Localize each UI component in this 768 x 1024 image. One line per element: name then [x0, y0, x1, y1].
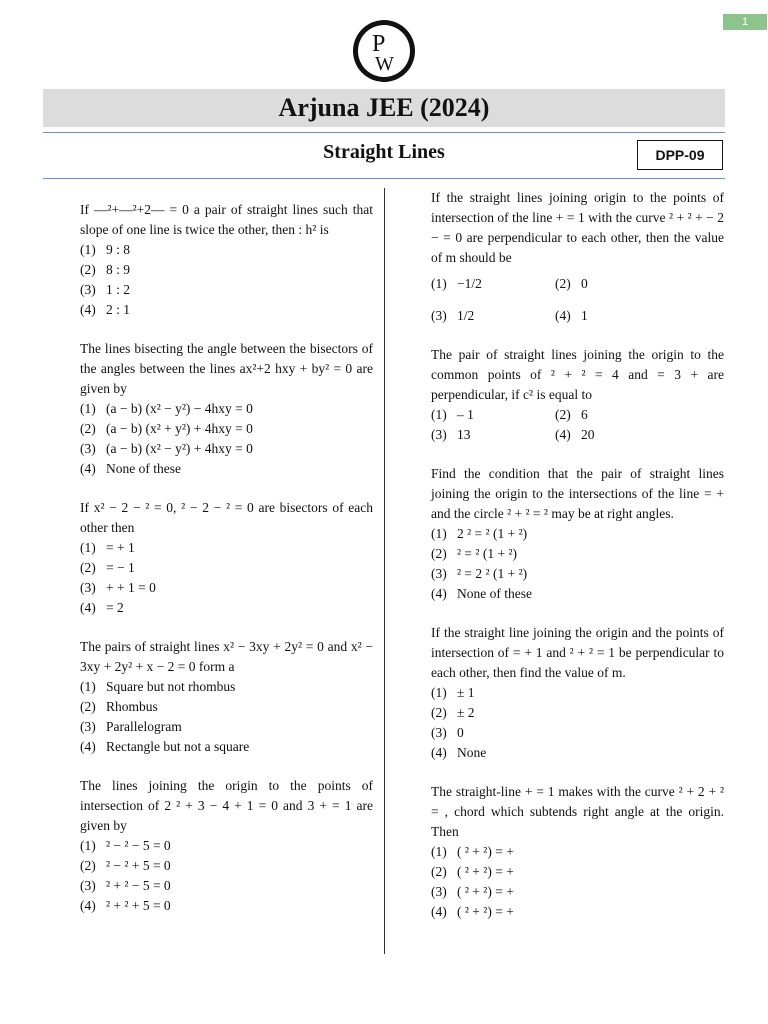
option-number: (3) [80, 282, 96, 297]
option-number: (4) [80, 739, 96, 754]
option: (2) = − 1 [80, 558, 373, 578]
option-number: (2) [555, 276, 571, 291]
option: (2) (a − b) (x² + y²) + 4hxy = 0 [80, 419, 373, 439]
option-number: (2) [80, 262, 96, 277]
option: (3) + + 1 = 0 [80, 578, 373, 598]
option-number: (2) [80, 421, 96, 436]
option-number: (1) [431, 844, 447, 859]
document-title: Arjuna JEE (2024) [278, 93, 490, 122]
question-block [80, 498, 373, 618]
option: (1) Square but not rhombus [80, 677, 373, 697]
option-number: (4) [80, 898, 96, 913]
logo-letter-p: P [372, 31, 386, 57]
option: (1) = + 1 [80, 538, 373, 558]
option-number: (3) [431, 566, 447, 581]
option: (2) ( ² + ²) = + [431, 862, 724, 882]
option: (1) ± 1 [431, 683, 724, 703]
option-number: (1) [80, 401, 96, 416]
option-number: (4) [431, 745, 447, 760]
question-block [80, 339, 373, 479]
question-stem: If —²+—²+2— = 0 a pair of straight lines such that slope of one line is twice the other, then : h² is [80, 202, 373, 237]
question-block [431, 345, 724, 445]
question-stem: The straight-line + = 1 makes with the curve ² + 2 + ² = , chord which subtends right angle at the origin. Then [431, 784, 724, 839]
option-number: (3) [80, 580, 96, 595]
option: (1) 9 : 8 [80, 240, 373, 260]
option: (4) 2 : 1 [80, 300, 373, 320]
option-number: (1) [80, 679, 96, 694]
question-stem: Find the condition that the pair of straight lines joining the origin to the intersections of the line = + and the circle ² + ² = ² may be at right angles. [431, 466, 724, 521]
option: (4) None of these [80, 459, 373, 479]
option-number: (1) [80, 242, 96, 257]
option-number: (3) [80, 719, 96, 734]
option: (3) (a − b) (x² − y²) + 4hxy = 0 [80, 439, 373, 459]
option: (2) 8 : 9 [80, 260, 373, 280]
pw-logo [353, 20, 415, 82]
option-number: (3) [431, 308, 447, 323]
question-block [431, 188, 724, 326]
option: (4) = 2 [80, 598, 373, 618]
option: (4) ² + ² + 5 = 0 [80, 896, 373, 916]
option-row: (3) 13 (4) 20 [431, 425, 724, 445]
option-number: (2) [431, 864, 447, 879]
option-number: (2) [80, 858, 96, 873]
option-number: (1) [80, 838, 96, 853]
right-column [431, 188, 724, 941]
option: (3) Parallelogram [80, 717, 373, 737]
question-stem: The pair of straight lines joining the origin to the common points of ² + ² = 4 and = 3 + are perpendicular, if c² is equal to [431, 347, 724, 402]
option: (4) ( ² + ²) = + [431, 902, 724, 922]
column-divider [384, 188, 385, 954]
option: (1) ² − ² − 5 = 0 [80, 836, 373, 856]
option-number: (4) [555, 427, 571, 442]
option: (2) ² = ² (1 + ²) [431, 544, 724, 564]
option-number: (4) [80, 600, 96, 615]
option-number: (3) [431, 884, 447, 899]
option-number: (3) [80, 441, 96, 456]
option: (1) (a − b) (x² − y²) − 4hxy = 0 [80, 399, 373, 419]
option: (3) ² + ² − 5 = 0 [80, 876, 373, 896]
title-bar [43, 89, 725, 127]
question-stem: If the straight line joining the origin and the points of intersection of = + 1 and ² + ² = 1 be perpendicular to each other, then find the value of m. [431, 625, 724, 680]
option-number: (2) [555, 407, 571, 422]
question-stem: If the straight lines joining origin to the points of intersection of the line + = 1 with the curve ² + ² + − 2 − = 0 are perpendicular to each other, then the value of m should be [431, 190, 724, 265]
page-number-badge: 1 [723, 14, 767, 30]
option: (1) ( ² + ²) = + [431, 842, 724, 862]
option-number: (2) [431, 546, 447, 561]
logo-letter-w: W [375, 53, 394, 75]
option-number: (1) [80, 540, 96, 555]
option-number: (1) [431, 276, 447, 291]
option: (4) Rectangle but not a square [80, 737, 373, 757]
question-block [431, 464, 724, 604]
option-number: (2) [80, 560, 96, 575]
question-stem: The pairs of straight lines x² − 3xy + 2y² = 0 and x² − 3xy + 2y² + x − 2 = 0 form a [80, 639, 373, 674]
option: (1) 2 ² = ² (1 + ²) [431, 524, 724, 544]
option: (3) ( ² + ²) = + [431, 882, 724, 902]
option-row: (1) −1/2 (2) 0 [431, 274, 724, 294]
question-block [80, 200, 373, 320]
question-stem: The lines joining the origin to the points of intersection of 2 ² + 3 − 4 + 1 = 0 and 3 + = 1 are given by [80, 778, 373, 833]
option-number: (2) [431, 705, 447, 720]
option-number: (4) [431, 586, 447, 601]
option-row: (1) – 1 (2) 6 [431, 405, 724, 425]
option-number: (3) [431, 725, 447, 740]
option-number: (2) [80, 699, 96, 714]
left-column [80, 200, 373, 935]
option: (4) None of these [431, 584, 724, 604]
option: (2) ² − ² + 5 = 0 [80, 856, 373, 876]
option: (2) Rhombus [80, 697, 373, 717]
option: (3) ² = 2 ² (1 + ²) [431, 564, 724, 584]
option-number: (1) [431, 407, 447, 422]
option: (4) None [431, 743, 724, 763]
option-number: (4) [431, 904, 447, 919]
chapter-title: Straight Lines [323, 141, 445, 163]
option-number: (4) [80, 461, 96, 476]
header-rule-bottom [43, 178, 725, 179]
option: (2) ± 2 [431, 703, 724, 723]
question-stem: The lines bisecting the angle between the bisectors of the angles between the lines ax²+2 hxy + by² = 0 are given by [80, 341, 373, 396]
option-number: (4) [555, 308, 571, 323]
question-block [431, 623, 724, 763]
dpp-badge: DPP-09 [637, 140, 723, 170]
option-number: (1) [431, 685, 447, 700]
option-number: (4) [80, 302, 96, 317]
option-number: (3) [431, 427, 447, 442]
question-block [431, 782, 724, 922]
header-rule-top [43, 132, 725, 133]
option-number: (1) [431, 526, 447, 541]
option-row: (3) 1/2 (4) 1 [431, 306, 724, 326]
option-number: (3) [80, 878, 96, 893]
question-stem: If x² − 2 − ² = 0, ² − 2 − ² = 0 are bisectors of each other then [80, 500, 373, 535]
option: (3) 1 : 2 [80, 280, 373, 300]
option: (3) 0 [431, 723, 724, 743]
question-block [80, 637, 373, 757]
question-block [80, 776, 373, 916]
